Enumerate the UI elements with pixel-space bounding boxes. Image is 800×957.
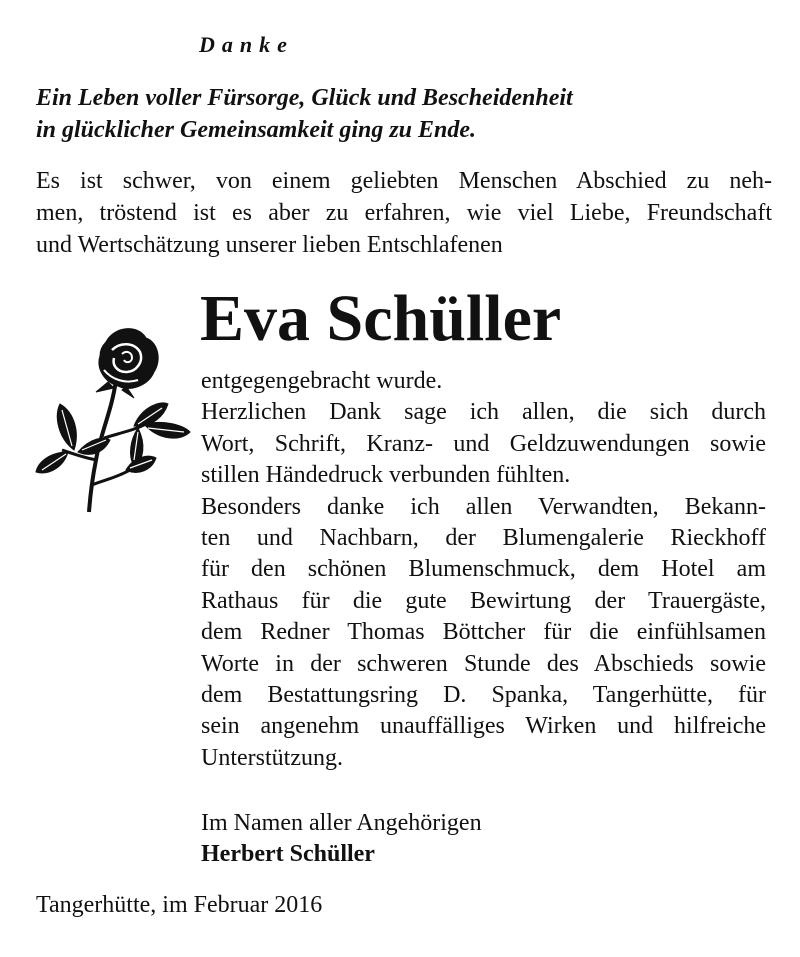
heading-danke: Danke bbox=[199, 32, 294, 57]
place-date: Tangerhütte, im Februar 2016 bbox=[36, 892, 323, 918]
body-line: dem Bestattungsring D. Spanka, Tangerhütte, für bbox=[201, 682, 766, 709]
body-line: Besonders danke ich allen Verwandten, Bekann- bbox=[201, 493, 766, 520]
intro-italic bbox=[36, 82, 776, 146]
intro-italic-line: Ein Leben voller Fürsorge, Glück und Bescheidenheit bbox=[36, 85, 573, 111]
signer-name: Herbert Schüller bbox=[201, 841, 375, 867]
body-line: stillen Händedruck verbunden fühlten. bbox=[201, 462, 571, 489]
body-line: ten und Nachbarn, der Blumengalerie Rieckhoff bbox=[201, 525, 766, 552]
acknowledgement-text bbox=[201, 366, 766, 774]
intro-paragraph bbox=[36, 165, 772, 261]
body-line: entgegengebracht wurde. bbox=[201, 368, 443, 394]
rose-icon bbox=[34, 320, 194, 515]
body-line: Wort, Schrift, Kranz- und Geldzuwendungen sowie bbox=[201, 430, 766, 457]
intro-line: und Wertschätzung unserer lieben Entschlafenen bbox=[36, 232, 503, 258]
deceased-name: Eva Schüller bbox=[200, 282, 562, 355]
intro-italic-line: in glücklicher Gemeinsamkeit ging zu Ende. bbox=[36, 117, 477, 143]
body-line: Herzlichen Dank sage ich allen, die sich durch bbox=[201, 399, 766, 426]
body-line: dem Redner Thomas Böttcher für die einfühlsamen bbox=[201, 619, 766, 646]
body-line: sein angenehm unauffälliges Wirken und hilfreiche bbox=[201, 713, 766, 740]
intro-line: men, tröstend ist es aber zu erfahren, wie viel Liebe, Freundschaft bbox=[36, 200, 772, 226]
body-line: Worte in der schweren Stunde des Abschieds sowie bbox=[201, 650, 766, 677]
body-line: Rathaus für die gute Bewirtung der Trauergäste, bbox=[201, 587, 766, 614]
body-line: Unterstützung. bbox=[201, 744, 343, 771]
signature-line: Im Namen aller Angehörigen bbox=[201, 810, 482, 836]
body-line: für den schönen Blumenschmuck, dem Hotel am bbox=[201, 556, 766, 583]
intro-line: Es ist schwer, von einem geliebten Menschen Abschied zu neh- bbox=[36, 168, 772, 194]
